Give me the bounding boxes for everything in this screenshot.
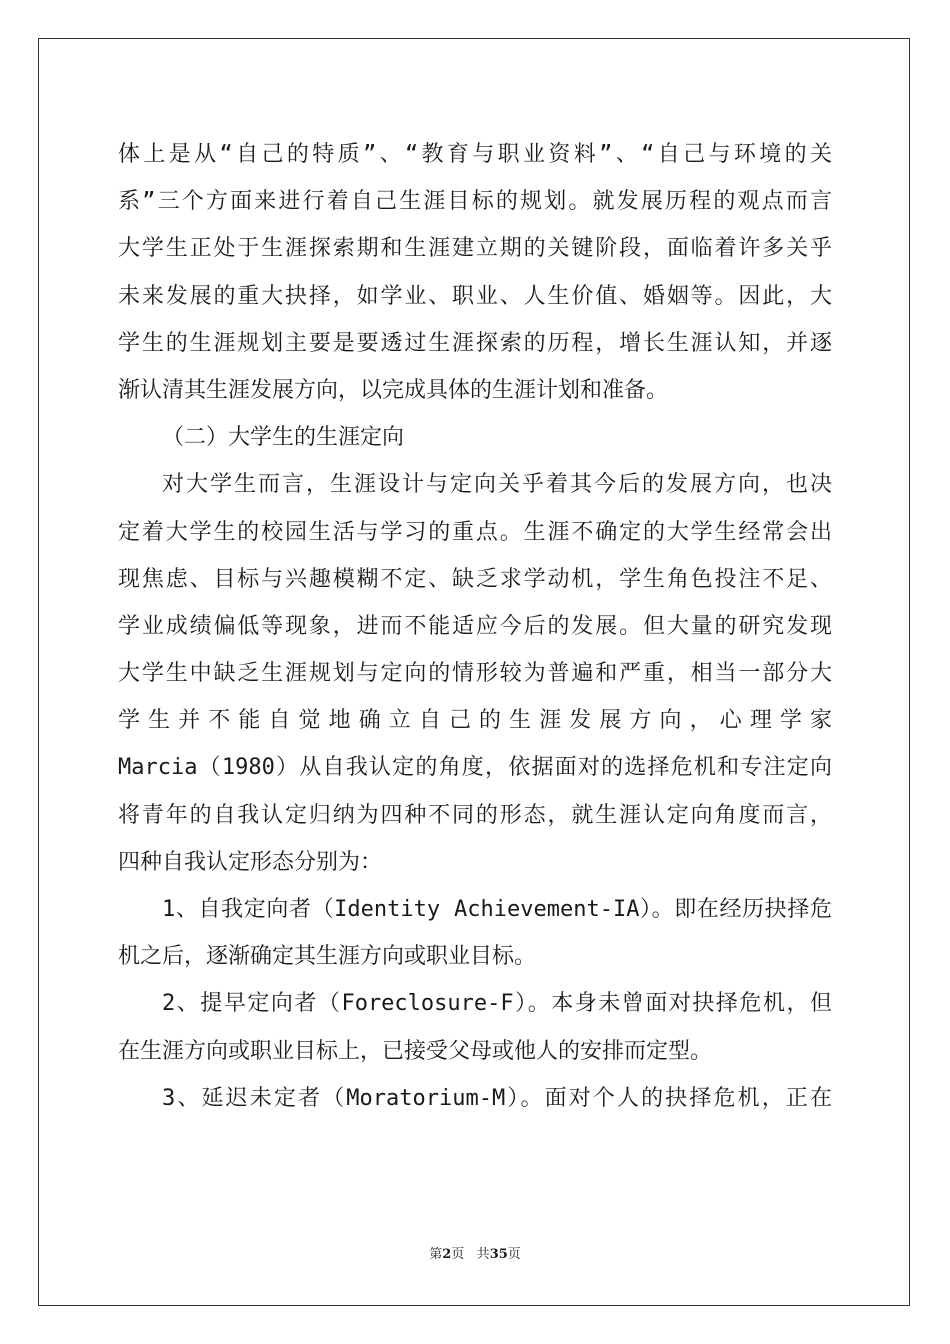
text-line: 对大学生而言，生涯设计与定向关乎着其今后的发展方向，也决 <box>162 472 832 498</box>
text-line: 四种自我认定形态分别为： <box>118 849 383 875</box>
list-item: 2、提早定向者（Foreclosure-F）。本身未曾面对抉择危机，但 <box>162 991 832 1017</box>
footer-total-prefix: 共 <box>476 1247 490 1262</box>
text-line: 现焦虑、目标与兴趣模糊不定、缺乏求学动机，学生角色投注不足、 <box>118 566 832 592</box>
document-body <box>118 131 832 1122</box>
section-heading: （二）大学生的生涯定向 <box>162 425 405 451</box>
text-line: 定着大学生的校园生活与学习的重点。生涯不确定的大学生经常会出 <box>118 519 832 545</box>
list-item: 3、延迟未定者（Moratorium-M）。面对个人的抉择危机，正在 <box>162 1085 832 1111</box>
list-item: 1、自我定向者（Identity Achievement-IA）。即在经历抉择危 <box>162 897 832 922</box>
text-line: 学生的生涯规划主要是要透过生涯探索的历程，增长生涯认知，并逐 <box>118 330 832 356</box>
text-line: 学生并不能自觉地确立自己的生涯发展方向，心理学家 <box>118 708 832 734</box>
text-line: 将青年的自我认定归纳为四种不同的形态，就生涯认定向角度而言， <box>118 802 832 828</box>
text-line: Marcia（1980）从自我认定的角度，依据面对的选择危机和专注定向 <box>118 755 832 781</box>
footer-page-unit: 页 <box>451 1247 465 1262</box>
footer-prefix: 第 <box>429 1247 443 1262</box>
text-line: 在生涯方向或职业目标上，已接受父母或他人的安排而定型。 <box>118 1038 713 1064</box>
footer-page-number: 2 <box>442 1247 452 1262</box>
page-footer <box>0 1243 950 1262</box>
text-line: 未来发展的重大抉择，如学业、职业、人生价值、婚姻等。因此，大 <box>118 283 832 309</box>
text-line: 学业成绩偏低等现象，进而不能适应今后的发展。但大量的研究发现 <box>118 613 832 639</box>
footer-total-pages: 35 <box>489 1247 508 1262</box>
text-line: 大学生正处于生涯探索期和生涯建立期的关键阶段，面临着许多关乎 <box>118 236 832 262</box>
footer-total-unit: 页 <box>507 1247 521 1262</box>
text-line: 机之后，逐渐确定其生涯方向或职业目标。 <box>118 944 537 970</box>
text-line: 大学生中缺乏生涯规划与定向的情形较为普遍和严重，相当一部分大 <box>118 661 832 687</box>
text-line: 渐认清其生涯发展方向，以完成具体的生涯计划和准备。 <box>118 377 669 403</box>
text-line: 系”三个方面来进行着自己生涯目标的规划。就发展历程的观点而言 <box>118 189 832 215</box>
text-line: 体上是从“自己的特质”、“教育与职业资料”、“自己与环境的关 <box>118 142 832 167</box>
